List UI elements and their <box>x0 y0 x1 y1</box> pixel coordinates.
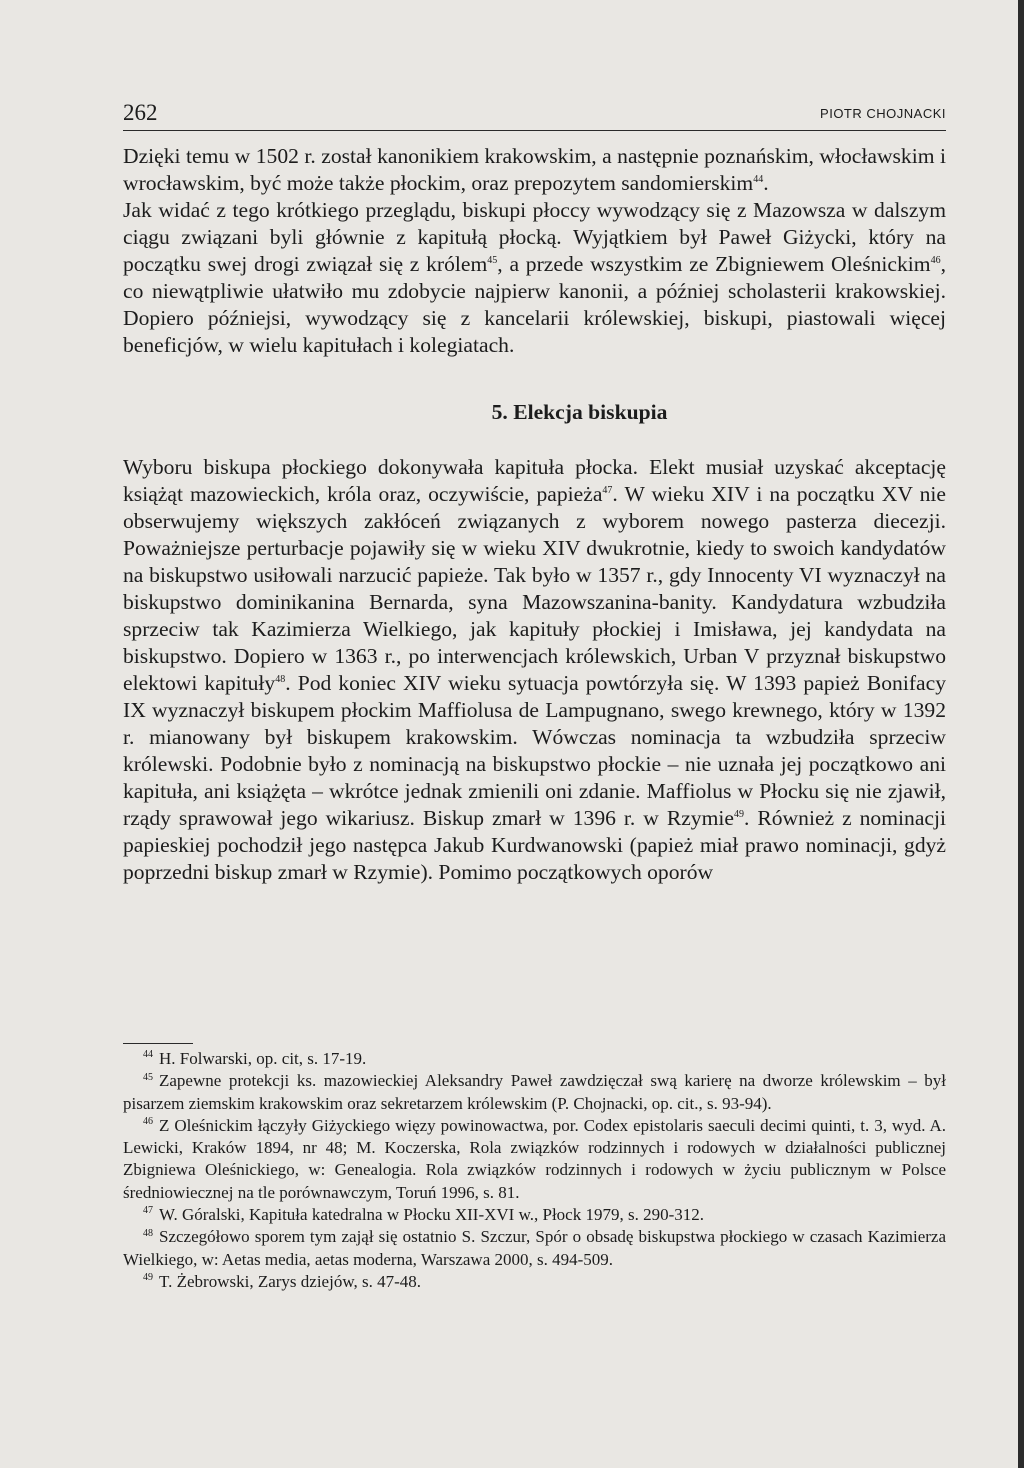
footnote-ref-44[interactable]: 44 <box>753 173 764 185</box>
footnote-48: $^{48}$ Szczegółowo sporem tym zajął się ostatnio S. Szczur, Spór o obsadę biskupstwa płockiego w czasach Kazimierza Wielkiego, w: Aetas media, aetas moderna, Warszawa 2000, s. 494-509. <box>123 1227 946 1269</box>
paragraph-3: Wyboru biskupa płockiego dokonywała kapituła płocka. Elekt musiał uzyskać akceptację książąt mazowieckich, króla oraz, oczywiście, papieża$^{47}$. W wieku XIV i na początku XV nie obserwujemy większych zakłóceń związanych z wyborem nowego pasterza diecezji. Poważniejsze perturbacje pojawiły się w wieku XIV dwukrotnie, kiedy to swoich kandydatów na biskupstwo usiłowali narzucić papieże. Tak było w 1357 r., gdy Innocenty VI wyznaczył na biskupstwo dominikanina Bernarda, syna Mazowszanina-banity. Kandydatura wzbudziła sprzeciw tak Kazimierza Wielkiego, jak kapituły płockiej i Imisława, jej kandydata na biskupstwo. Dopiero w 1363 r., po interwencjach królewskich, Urban V przyznał biskupstwo elektowi kapituły$^{48}$. Pod koniec XIV wieku sytuacja powtórzyła się. W 1393 papież Bonifacy IX wyznaczył biskupem płockim Maffiolusa de Lampugnano, swego krewnego, który w 1392 r. mianowany był biskupem krakowskim. Wówczas nominacja ta wzbudziła sprzeciw królewski. Podobnie było z nominacją na biskupstwo płockie – nie uznała jej początkowo ani kapituła, ani książęta – wkrótce jednak zmienili oni zdanie. Maffiolus w Płocku się nie zjawił, rządy sprawował jego wikariusz. Biskup zmarł w 1396 r. w Rzymie$^{49}$. Również z nominacji papieskiej pochodził jego następca Jakub Kurdwanowski (papież miał prawo nominacji, gdyż poprzedni biskup zmarł w Rzymie). Pomimo początkowych oporów <box>123 455 946 884</box>
footnote-ref-48[interactable]: 48 <box>275 673 286 685</box>
page-number: 262 <box>123 100 158 125</box>
running-head: PIOTR CHOJNACKI <box>820 106 946 121</box>
footnote-45: $^{45}$ Zapewne protekcji ks. mazowieckiej Aleksandry Paweł zawdzięczał swą karierę na dworze królewskim – był pisarzem ziemskim krakowskim oraz sekretarzem królewskim (P. Chojnacki, op. cit., s. 93-94). <box>123 1071 946 1113</box>
paragraph-2: Jak widać z tego krótkiego przeglądu, biskupi płoccy wywodzący się z Mazowsza w dalszym ciągu związani byli głównie z kapitułą płocką. Wyjątkiem był Paweł Giżycki, który na początku swej drogi związał się z królem$^{45}$, a przede wszystkim ze Zbigniewem Oleśnickim$^{46}$, co niewątpliwie ułatwiło mu zdobycie najpierw kanonii, a później scholasterii krakowskiej. Dopiero późniejsi, wywodzący się z kancelarii królewskiej, biskupi, piastowali więcej beneficjów, w wielu kapitułach i kolegiatach. <box>123 198 946 357</box>
page-header <box>123 98 946 131</box>
footnote-ref-49[interactable]: 49 <box>733 808 744 820</box>
main-text <box>123 143 946 886</box>
footnote-46: $^{46}$ Z Oleśnickim łączyły Giżyckiego więzy powinowactwa, por. Codex epistolaris saeculi decimi quinti, t. 3, wyd. A. Lewicki, Kraków 1894, nr 48; M. Koczerska, Rola związków rodzinnych i rodowych w działalności publicznej Zbigniewa Oleśnickiego, w: Genealogia. Rola związków rodzinnych i rodowych w życiu publicznym w Polsce średniowiecznej na tle porównawczym, Toruń 1996, s. 81. <box>123 1115 946 1202</box>
footnote-ref-47[interactable]: 47 <box>602 484 613 496</box>
footnotes <box>123 1048 946 1293</box>
paragraph-1: Dzięki temu w 1502 r. został kanonikiem krakowskim, a następnie poznańskim, włocławskim i wrocławskim, być może także płockim, oraz prepozytem sandomierskim$^{44}$. <box>123 144 946 195</box>
footnote-ref-45[interactable]: 45 <box>487 254 498 266</box>
footnote-47: $^{47}$ W. Góralski, Kapituła katedralna w Płocku XII-XVI w., Płock 1979, s. 290-312. <box>143 1205 705 1225</box>
footnote-ref-46[interactable]: 46 <box>930 254 941 266</box>
footnote-44: $^{44}$ H. Folwarski, op. cit, s. 17-19. <box>143 1049 367 1068</box>
footnote-49: $^{49}$ T. Żebrowski, Zarys dziejów, s. 47-48. <box>143 1271 422 1291</box>
footnote-divider <box>123 1043 193 1044</box>
section-heading: 5. Elekcja biskupia <box>491 400 668 424</box>
page-edge-shadow <box>1018 0 1024 1468</box>
